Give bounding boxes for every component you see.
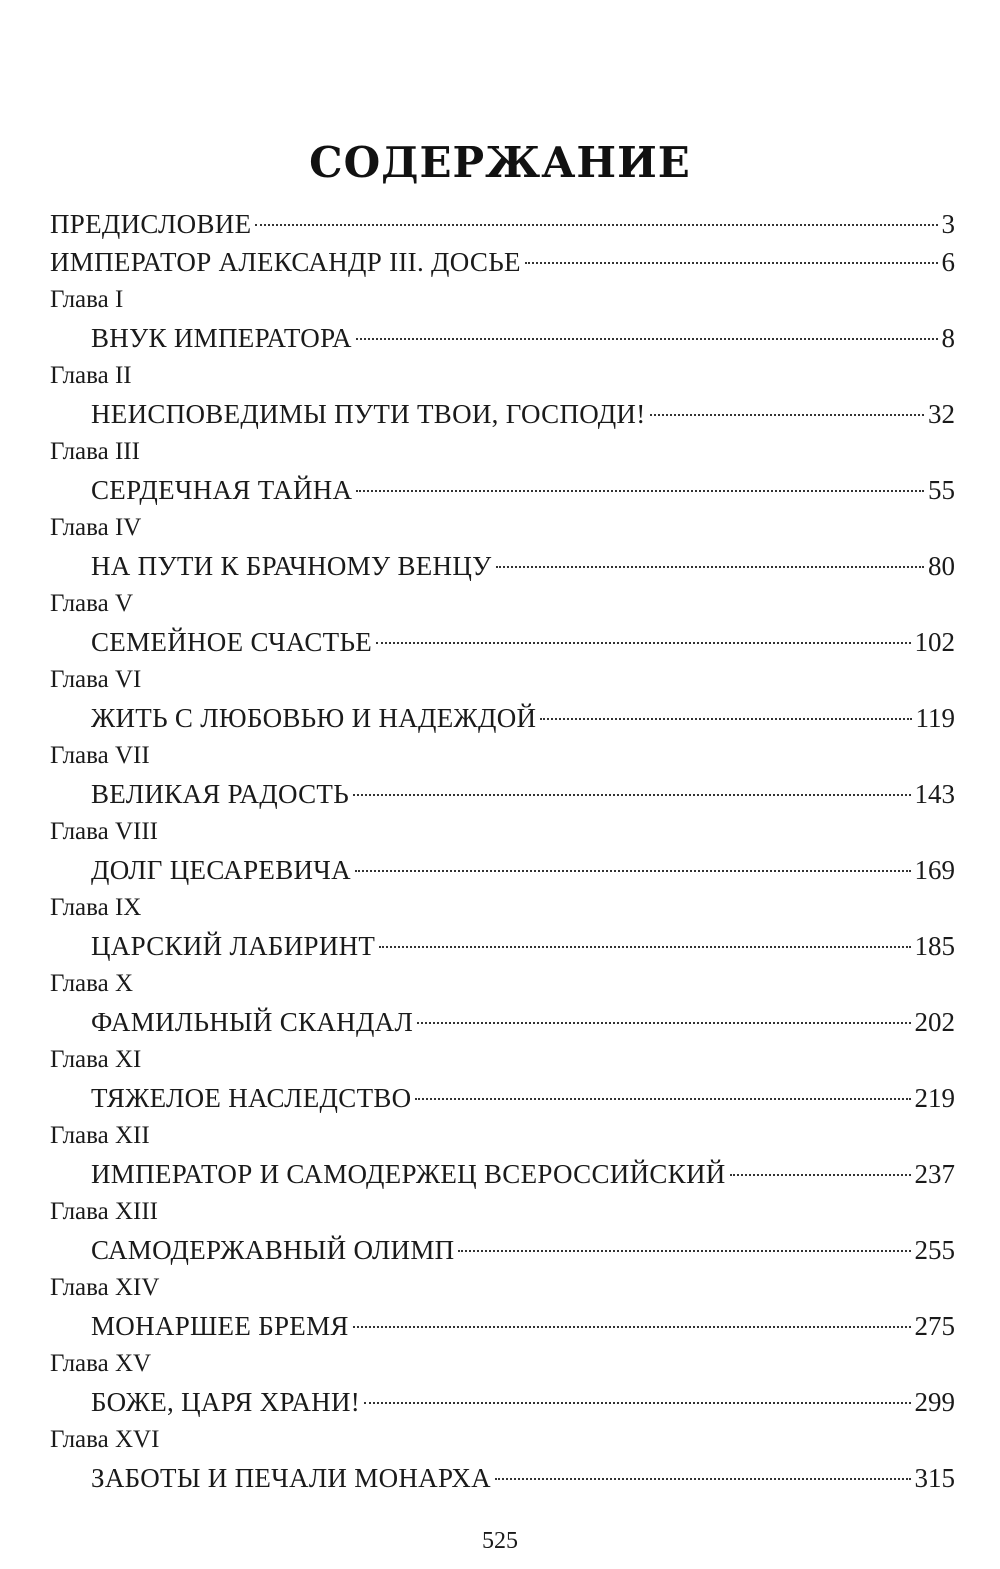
toc-entry	[50, 319, 955, 357]
chapter-heading	[50, 433, 955, 471]
chapter-heading	[50, 1269, 955, 1307]
toc-page-number: 169	[914, 855, 955, 885]
dot-leader	[495, 1478, 911, 1480]
toc-entry-title: СЕМЕЙНОЕ СЧАСТЬЕ	[91, 627, 373, 657]
chapter-label: Глава XI	[50, 1046, 142, 1073]
toc-entry-title: ДОЛГ ЦЕСАРЕВИЧА	[91, 855, 351, 885]
toc-entry	[50, 1307, 955, 1345]
toc-page-number: 32	[928, 399, 955, 429]
toc-entry-title: САМОДЕРЖАВНЫЙ ОЛИМП	[91, 1235, 455, 1265]
chapter-label: Глава XIV	[50, 1274, 160, 1301]
chapter-heading	[50, 357, 955, 395]
dot-leader	[255, 224, 937, 226]
toc-page-number: 255	[914, 1235, 955, 1265]
chapter-label: Глава V	[50, 590, 134, 617]
chapter-heading	[50, 509, 955, 547]
toc-entry	[50, 1231, 955, 1269]
chapter-heading	[50, 813, 955, 851]
toc-entry	[50, 205, 955, 243]
dot-leader	[364, 1402, 910, 1404]
page-title: СОДЕРЖАНИЕ	[309, 138, 691, 187]
dot-leader	[353, 794, 910, 796]
toc-page-number: 202	[914, 1007, 955, 1037]
chapter-heading	[50, 965, 955, 1003]
chapter-heading	[50, 1345, 955, 1383]
table-of-contents	[50, 205, 955, 1497]
dot-leader	[650, 414, 924, 416]
dot-leader	[376, 642, 910, 644]
toc-entry	[50, 1383, 955, 1421]
toc-entry	[50, 623, 955, 661]
toc-entry	[50, 395, 955, 433]
toc-entry	[50, 1079, 955, 1117]
toc-page-number: 237	[914, 1159, 955, 1189]
toc-entry	[50, 927, 955, 965]
toc-entry	[50, 775, 955, 813]
toc-entry-title: ЖИТЬ С ЛЮБОВЬЮ И НАДЕЖДОЙ	[91, 703, 537, 733]
toc-entry-title: ПРЕДИСЛОВИЕ	[50, 209, 252, 239]
chapter-label: Глава XII	[50, 1122, 150, 1149]
chapter-label: Глава II	[50, 362, 132, 389]
toc-entry-title: ФАМИЛЬНЫЙ СКАНДАЛ	[91, 1007, 414, 1037]
chapter-heading	[50, 889, 955, 927]
toc-page-number: 80	[928, 551, 955, 581]
toc-page-number: 315	[914, 1463, 955, 1493]
toc-page-number: 8	[941, 323, 955, 353]
toc-entry-title: БОЖЕ, ЦАРЯ ХРАНИ!	[91, 1387, 361, 1417]
chapter-heading	[50, 1041, 955, 1079]
toc-entry-title: СЕРДЕЧНАЯ ТАЙНА	[91, 475, 353, 505]
toc-page-number: 185	[914, 931, 955, 961]
chapter-heading	[50, 661, 955, 699]
toc-entry	[50, 851, 955, 889]
chapter-label: Глава III	[50, 438, 140, 465]
toc-entry-title: НЕИСПОВЕДИМЫ ПУТИ ТВОИ, ГОСПОДИ!	[91, 399, 646, 429]
toc-entry	[50, 699, 955, 737]
toc-page-number: 119	[915, 703, 955, 733]
dot-leader	[525, 262, 938, 264]
chapter-label: Глава VIII	[50, 818, 158, 845]
dot-leader	[356, 490, 924, 492]
toc-entry-title: НА ПУТИ К БРАЧНОМУ ВЕНЦУ	[91, 551, 492, 581]
toc-entry-title: ВНУК ИМПЕРАТОРА	[91, 323, 352, 353]
chapter-heading	[50, 281, 955, 319]
toc-entry	[50, 1459, 955, 1497]
toc-entry-title: МОНАРШЕЕ БРЕМЯ	[91, 1311, 349, 1341]
chapter-label: Глава XVI	[50, 1426, 160, 1453]
chapter-label: Глава XV	[50, 1350, 152, 1377]
dot-leader	[356, 338, 938, 340]
dot-leader	[353, 1326, 911, 1328]
toc-entry-title: ВЕЛИКАЯ РАДОСТЬ	[91, 779, 350, 809]
dot-leader	[355, 870, 911, 872]
toc-page-number: 299	[914, 1387, 955, 1417]
toc-entry-title: ТЯЖЕЛОЕ НАСЛЕДСТВО	[91, 1083, 412, 1113]
dot-leader	[379, 946, 910, 948]
page-number: 525	[482, 1528, 518, 1554]
chapter-label: Глава I	[50, 286, 124, 313]
toc-entry	[50, 243, 955, 281]
chapter-heading	[50, 585, 955, 623]
dot-leader	[415, 1098, 910, 1100]
chapter-label: Глава IX	[50, 894, 142, 921]
chapter-heading	[50, 1193, 955, 1231]
chapter-label: Глава VII	[50, 742, 150, 769]
toc-page-number: 102	[914, 627, 955, 657]
toc-page-number: 6	[941, 247, 955, 277]
toc-entry	[50, 1003, 955, 1041]
chapter-label: Глава VI	[50, 666, 142, 693]
chapter-heading	[50, 1421, 955, 1459]
toc-page-number: 275	[914, 1311, 955, 1341]
toc-entry-title: ЦАРСКИЙ ЛАБИРИНТ	[91, 931, 376, 961]
toc-page-number: 55	[928, 475, 955, 505]
toc-entry	[50, 471, 955, 509]
toc-page-number: 219	[914, 1083, 955, 1113]
chapter-heading	[50, 1117, 955, 1155]
dot-leader	[417, 1022, 910, 1024]
toc-entry-title: ИМПЕРАТОР И САМОДЕРЖЕЦ ВСЕРОССИЙСКИЙ	[91, 1159, 726, 1189]
toc-page-number: 3	[941, 209, 955, 239]
toc-entry-title: ЗАБОТЫ И ПЕЧАЛИ МОНАРХА	[91, 1463, 491, 1493]
dot-leader	[540, 718, 911, 720]
chapter-label: Глава IV	[50, 514, 142, 541]
dot-leader	[496, 566, 924, 568]
toc-entry	[50, 1155, 955, 1193]
chapter-label: Глава X	[50, 970, 134, 997]
chapter-heading	[50, 737, 955, 775]
dot-leader	[458, 1250, 910, 1252]
chapter-label: Глава XIII	[50, 1198, 158, 1225]
dot-leader	[730, 1174, 911, 1176]
toc-entry	[50, 547, 955, 585]
toc-entry-title: ИМПЕРАТОР АЛЕКСАНДР III. ДОСЬЕ	[50, 247, 521, 277]
toc-page-number: 143	[914, 779, 955, 809]
